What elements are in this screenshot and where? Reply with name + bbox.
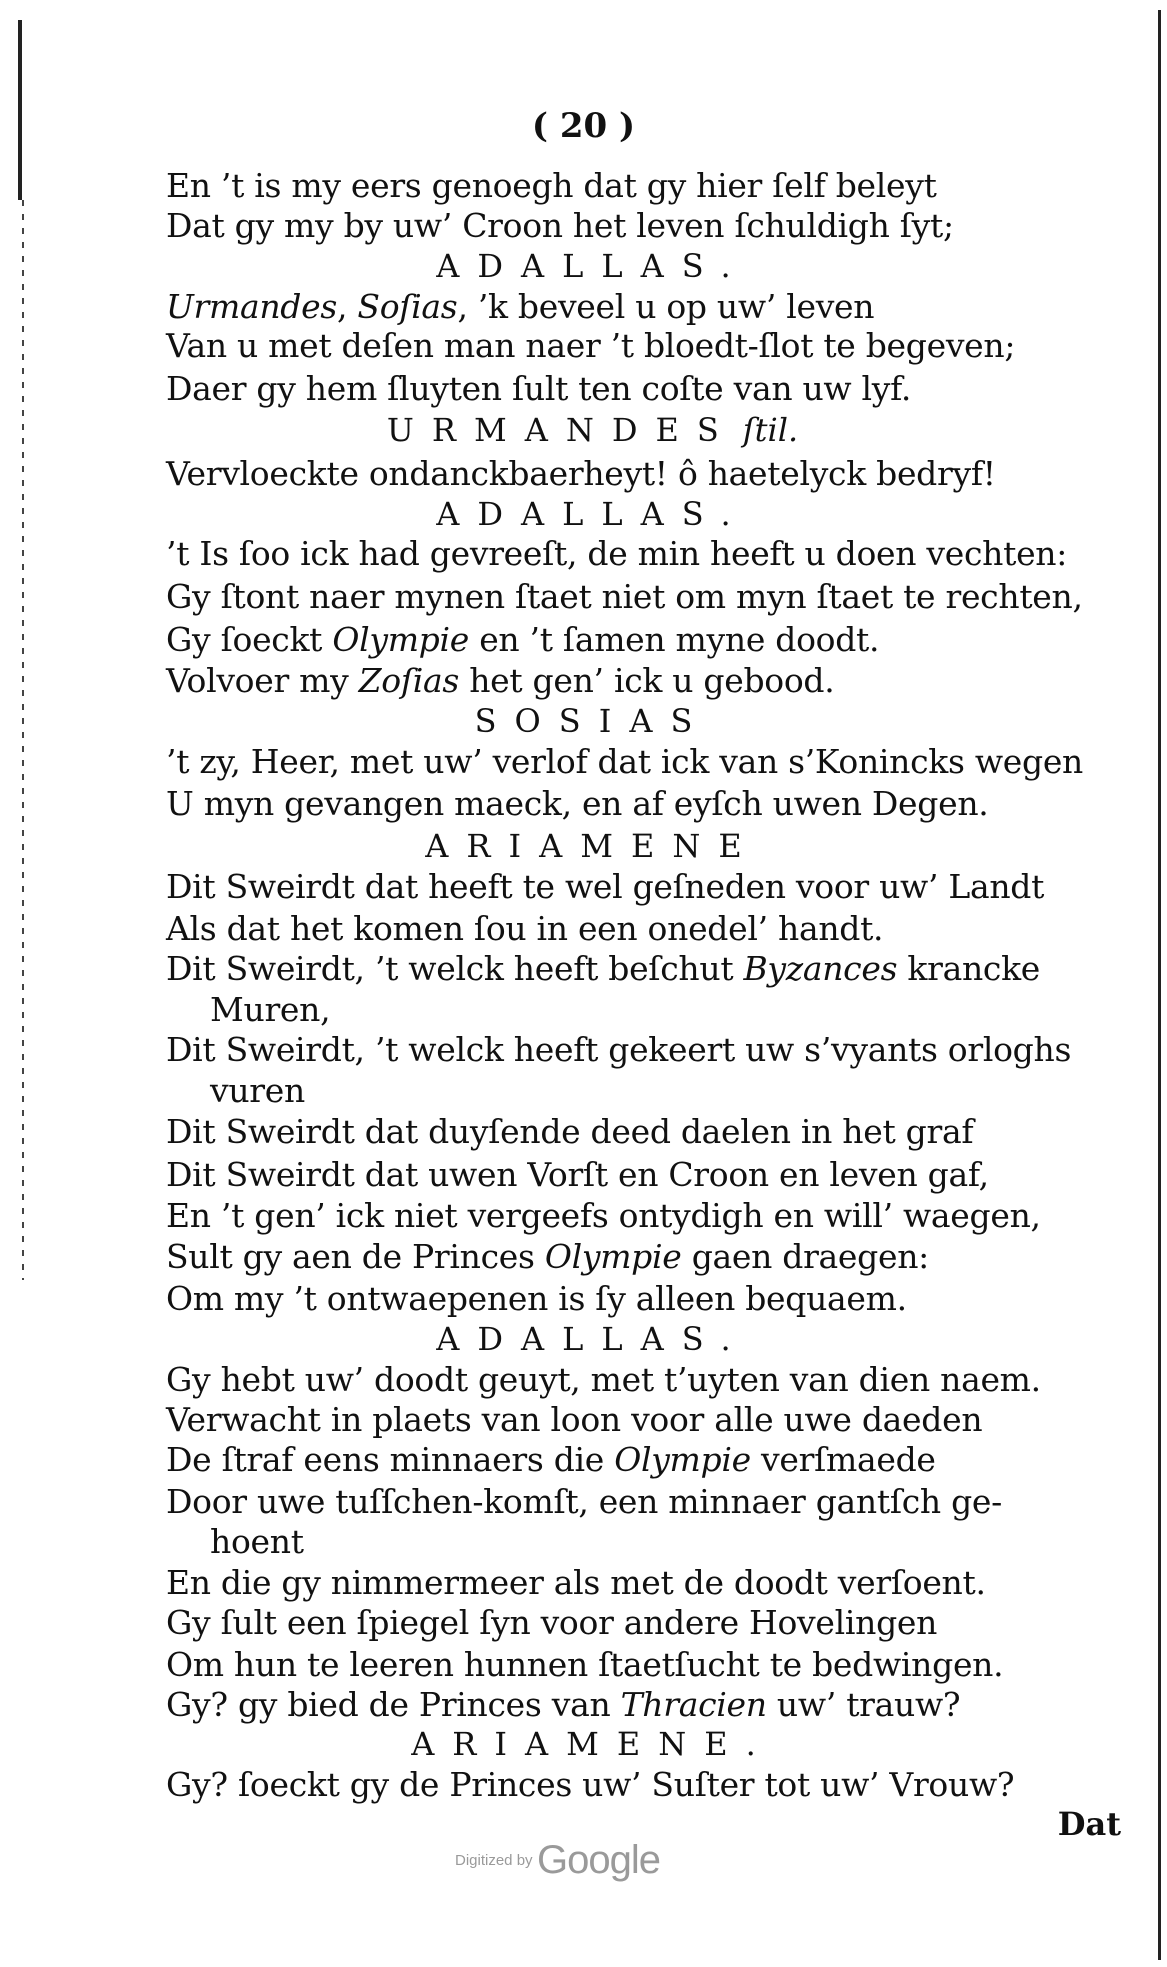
verse-line: Vervloeckte ondanckbaerheyt! ô haetelyck bedryf! xyxy=(166,454,996,493)
proper-name: Zoſias xyxy=(358,661,460,700)
verse-fragment: en ’t ſamen myne doodt. xyxy=(469,620,880,659)
verse-line: Gy ſult een ſpiegel ſyn voor andere Hovelingen xyxy=(166,1603,938,1642)
verse-line: En ’t is my eers genoegh dat gy hier ſelf beleyt xyxy=(166,166,937,205)
verse-fragment: , xyxy=(337,287,358,326)
page-number: ( 20 ) xyxy=(531,106,636,146)
verse-line xyxy=(166,1683,960,1727)
verse-fragment: het gen’ ick u gebood. xyxy=(459,661,835,700)
verse-fragment: Volvoer my xyxy=(166,661,359,700)
proper-name: Olympie xyxy=(614,1440,751,1479)
verse-continuation: hoent xyxy=(210,1522,304,1561)
verse-line: Van u met deſen man naer ’t bloedt-ſlot te begeven; xyxy=(166,326,1016,365)
verse-line: Om my ’t ontwaepenen is ſy alleen bequaem. xyxy=(166,1279,907,1318)
verse-line: Dit Sweirdt, ’t welck heeft gekeert uw s’vyants orloghs xyxy=(166,1030,1072,1069)
stage-direction: ſtil. xyxy=(742,411,799,449)
proper-name: Soſias xyxy=(357,287,458,326)
verse-line xyxy=(166,618,879,662)
verse-line xyxy=(166,285,874,329)
speaker-name: ARIAMENE. xyxy=(411,1725,774,1763)
google-watermark xyxy=(455,1838,660,1883)
proper-name: Thracien xyxy=(620,1685,767,1724)
watermark-prefix: Digitized by xyxy=(455,1852,533,1869)
catchword: Dat xyxy=(1057,1805,1121,1843)
verse-line: U myn gevangen maeck, en af eyſch uwen Degen. xyxy=(166,784,989,823)
verse-continuation: vuren xyxy=(210,1071,305,1110)
verse-line: En ’t gen’ ick niet vergeefs ontydigh en will’ waegen, xyxy=(166,1196,1041,1235)
verse-line: ’t Is ſoo ick had gevreeſt, de min heeft u doen vechten: xyxy=(166,534,1068,573)
speaker-name: ADALLAS. xyxy=(436,495,749,533)
verse-fragment: Sult gy aen de Princes xyxy=(166,1237,545,1276)
proper-name: Olympie xyxy=(544,1237,682,1276)
proper-name: Olympie xyxy=(332,620,469,659)
proper-name: Byzances xyxy=(743,949,898,988)
speaker-name: SOSIAS xyxy=(474,702,711,740)
verse-line xyxy=(166,947,1040,991)
verse-continuation: Muren, xyxy=(210,990,331,1029)
verse-line xyxy=(166,659,834,703)
speaker-name: URMANDES ſtil. xyxy=(386,411,799,449)
verse-line xyxy=(166,1235,929,1279)
verse-line: Dit Sweirdt dat heeft te wel geſneden voor uw’ Landt xyxy=(166,867,1045,906)
verse-line xyxy=(166,1438,936,1482)
verse-line: ’t zy, Heer, met uw’ verlof dat ick van s’Konincks wegen xyxy=(166,742,1083,781)
speaker-name: ADALLAS. xyxy=(436,247,749,285)
verse-fragment: verſmaede xyxy=(750,1440,936,1479)
verse-fragment: Gy? gy bied de Princes van xyxy=(166,1685,621,1724)
verse-fragment: De ſtraf eens minnaers die xyxy=(166,1440,615,1479)
speaker-name: ADALLAS. xyxy=(436,1320,749,1358)
verse-fragment: Gy ſoeckt xyxy=(166,620,333,659)
verse-line: Dit Sweirdt dat duyſende deed daelen in het graf xyxy=(166,1112,974,1151)
verse-line: Dat gy my by uw’ Croon het leven ſchuldigh ſyt; xyxy=(166,206,954,245)
verse-line: Om hun te leeren hunnen ſtaetſucht te bedwingen. xyxy=(166,1645,1004,1684)
verse-line: En die gy nimmermeer als met de doodt verſoent. xyxy=(166,1563,986,1602)
verse-line: Daer gy hem ſluyten ſult ten coſte van uw lyf. xyxy=(166,369,912,408)
verse-line: Gy ſtont naer mynen ſtaet niet om myn ſtaet te rechten, xyxy=(166,577,1083,616)
page-edge-right xyxy=(1158,10,1161,1960)
verse-fragment: gaen draegen: xyxy=(681,1237,929,1276)
verse-line: Verwacht in plaets van loon voor alle uwe daeden xyxy=(166,1400,983,1439)
verse-fragment: Dit Sweirdt, ’t welck heeft beſchut xyxy=(166,949,744,988)
verse-fragment: uw’ trauw? xyxy=(766,1685,961,1724)
verse-line: Door uwe tuſſchen-komſt, een minnaer gantſch ge- xyxy=(166,1482,1002,1521)
speaker-name: ARIAMENE xyxy=(425,827,760,865)
verse-fragment: krancke xyxy=(897,949,1041,988)
verse-fragment: , ’k beveel u op uw’ leven xyxy=(457,287,875,326)
verse-line: Gy hebt uw’ doodt geuyt, met t’uyten van dien naem. xyxy=(166,1360,1041,1399)
proper-name: Urmandes xyxy=(166,287,337,326)
verse-line: Dit Sweirdt dat uwen Vorſt en Croon en leven gaf, xyxy=(166,1155,989,1194)
verse-line: Als dat het komen ſou in een onedel’ handt. xyxy=(166,909,884,948)
verse-line: Gy? ſoeckt gy de Princes uw’ Suſter tot uw’ Vrouw? xyxy=(166,1765,1015,1804)
google-logo: Google xyxy=(537,1838,660,1882)
